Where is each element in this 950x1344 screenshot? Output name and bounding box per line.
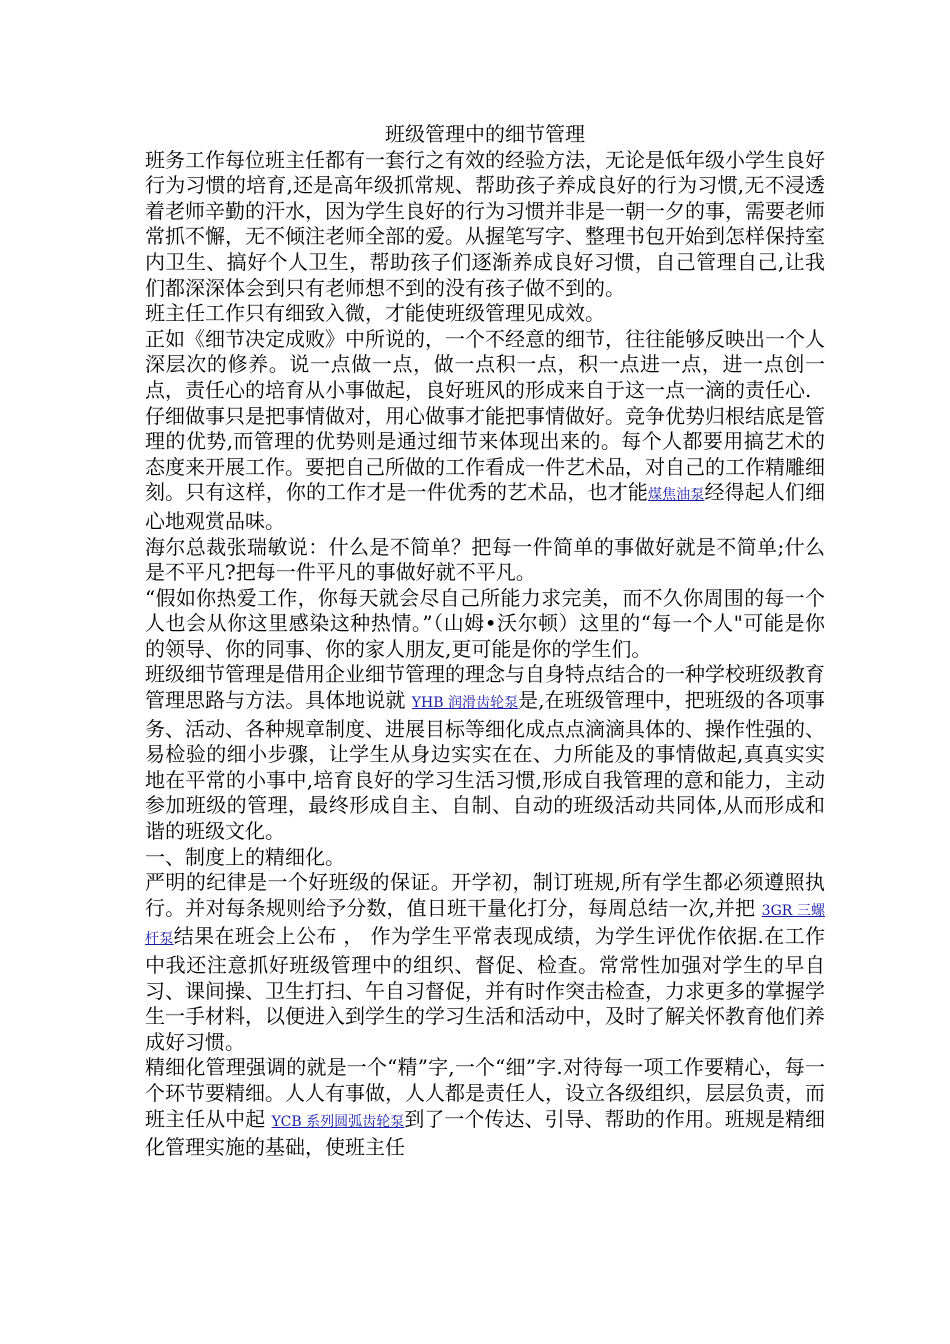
yhb-gear-pump-link[interactable]: YHB 润滑齿轮泵 [411,695,519,712]
3gr-screw-pump-link[interactable]: 3GR 三螺杆泵 [145,902,825,948]
paragraph-text-before-link: 仔细做事只是把事情做对，用心做事才能把事情做好。竞争优势归根结底是管理的优势,而管理的优势则是通过细节来体现出来的。每个人都要用搞艺术的态度来开展工作。要把自己所做的工作看成一件艺术品，对自己的工作精雕细刻。只有这样，你的工作才是一件优秀的艺术品，也才能 [145,403,825,505]
document-body [145,122,825,1161]
paragraph-walton-quote: “假如你热爱工作，你每天就会尽自己所能力求完美，而不久你周围的每一个人也会从你这里感染这种热情。”（山姆•沃尔顿）这里的“每一个人"可能是你的领导、你的同事、你的家人朋友,更可能是你的学生们。 [145,585,825,661]
paragraph-text-after-link: 结果在班会上公布 ， 作为学生平常表现成绩，为学生评优作依据.在工作中我还注意抓好班级管理中的组织、督促、检查。常常性加强对学生的早自习、课间操、卫生打扫、午自习督促，并有时作突击检查，力求更多的掌握学生一手材料，以便进入到学生的学习生活和活动中，及时了解关怀教育他们养成好习惯。 [145,924,826,1054]
ycb-arc-gear-pump-link[interactable]: YCB 系列圆弧齿轮泵 [271,1113,405,1130]
document-title: 班级管理中的细节管理 [385,122,585,146]
paragraph-details-decide: 正如《细节决定成败》中所说的，一个不经意的细节，往往能够反映出一个人深层次的修养。说一点做一点，做一点积一点，积一点进一点，进一点创一点，责任心的培育从小事做起，良好班风的形成来自于这一点一滴的责任心. [145,326,825,402]
paragraph-intro: 班务工作每位班主任都有一套行之有效的经验方法，无论是低年级小学生良好行为习惯的培育,还是高年级抓常规、帮助孩子养成良好的行为习惯,无不浸透着老师辛勤的汗水，因为学生良好的行为习惯并非是一朝一夕的事，需要老师常抓不懈，无不倾注老师全部的爱。从握笔写字、整理书包开始到怎样保持室内卫生、搞好个人卫生，帮助孩子们逐渐养成良好习惯，自己管理自己,让我们都深深体会到只有老师想不到的没有孩子做不到的。 [145,147,825,300]
paragraph-text-after-link: 是,在班级管理中，把班级的各项事务、活动、各种规章制度、进展目标等细化成点点滴滴具体的、操作性强的、易检验的细小步骤，让学生从身边实实在在、力所能及的事情做起,真真实实地在平常的小事中,培育良好的学习生活习惯,形成自我管理的意和能力，主动参加班级的管理，最终形成自主、自制、自动的班级活动共同体,从而形成和谐的班级文化。 [145,688,825,844]
section-heading-system: 一、制度上的精细化。 [145,844,345,869]
paragraph-text-before-link: 班级细节管理是借用企业细节管理的理念与自身特点结合的一种学校班级教育管理思路与方法。具体地说就 [145,662,825,713]
paragraph-text-after-link: 经得起人们细心地观赏品味。 [145,480,826,533]
paragraph-haier-quote: 海尔总裁张瑞敏说：什么是不简单？把每一件简单的事做好就是不简单;什么是不平凡?把每一件平凡的事做好就不平凡。 [145,534,825,585]
paragraph-text-after-link: 到了一个传达、引导、帮助的作用。班规是精细化管理实施的基础，使班主任 [145,1106,826,1160]
paragraph-careful-work [145,404,825,535]
paragraph-text-before-link: 严明的纪律是一个好班级的保证。开学初，制订班规,所有学生都必须遵照执行。并对每条规则给予分数，值日班干量化打分，每周总结一次,并把 [145,870,825,920]
paragraph-text-before-link: 精细化管理强调的就是一个“精”字,一个“细”字.对待每一项工作要精心，每一个环节要精细。人人有事做，人人都是责任人，设立各级组织，层层负责，而班主任从中起 [145,1055,825,1131]
paragraph-class-detail-management [145,662,825,844]
coal-tar-pump-link[interactable]: 煤焦油泵 [647,487,705,504]
paragraph-discipline [145,870,825,1055]
paragraph-fine-management [145,1055,825,1160]
paragraph-detail-effect: 班主任工作只有细致入微，才能使班级管理见成效。 [145,301,605,326]
